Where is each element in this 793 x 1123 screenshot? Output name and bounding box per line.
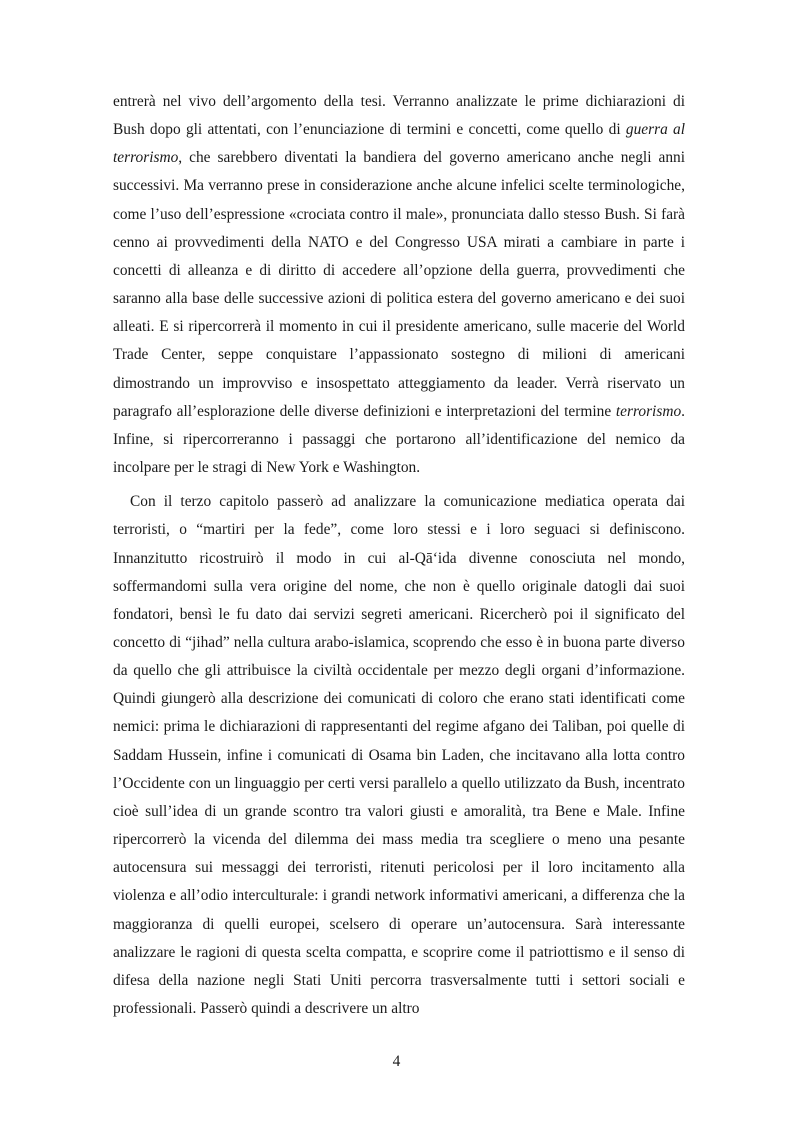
- paragraph-1-text-a: entrerà nel vivo dell’argomento della tesi. Verranno analizzate le prime dichiarazioni di Bush dopo gli attentati, con l’enunciazione di termini e concetti, come quello di: [113, 93, 685, 139]
- page-number: 4: [392, 1053, 401, 1070]
- emphasis-guerra-al-terrorismo: guerra al terrorismo: [113, 121, 686, 167]
- paragraph-1: [113, 88, 685, 482]
- body-text: [113, 88, 685, 1023]
- paragraph-2: Con il terzo capitolo passerò ad analizzare la comunicazione mediatica operata dai terroristi, o “martiri per la fede”, come loro stessi e i loro seguaci si definiscono. Innanzitutto ricostruirò il modo in cui al-Qā‘ida divenne conosciuta nel mondo, soffermandomi sulla vera origine del nome, che non è quello originale datogli dai suoi fondatori, bensì le fu dato dai servizi segreti americani. Ricercherò poi il significato del concetto di “jihad” nella cultura arabo-islamica, scoprendo che esso è in buona parte diverso da quello che gli attribuisce la civiltà occidentale per mezzo degli organi d’informazione. Quindi giungerò alla descrizione dei comunicati di coloro che erano stati identificati come nemici: prima le dichiarazioni di rappresentanti del regime afgano dei Taliban, poi quelle di Saddam Hussein, infine i comunicati di Osama bin Laden, che incitavano alla lotta contro l’Occidente con un linguaggio per certi versi parallelo a quello utilizzato da Bush, incentrato cioè sull’idea di un grande scontro tra valori giusti e amoralità, tra Bene e Male. Infine ripercorrerò la vicenda del dilemma dei mass media tra scegliere o meno una pesante autocensura sui messaggi dei terroristi, ritenuti pericolosi per il loro incitamento alla violenza e all’odio interculturale: i grandi network informativi americani, a differenza che la maggioranza di quelli europei, scelsero di operare un’autocensura. Sarà interessante analizzare le ragioni di questa scelta compatta, e scoprire come il patriottismo e il senso di difesa della nazione negli Stati Uniti percorra trasversalmente tutti i settori sociali e professionali. Passerò quindi a descrivere un altro: [113, 493, 685, 1017]
- paragraph-1-text-c: . Infine, si ripercorreranno i passaggi che portarono all’identificazione del nemico da incolpare per le stragi di New York e Washington.: [113, 402, 685, 477]
- paragraph-1-text-b: , che sarebbero diventati la bandiera del governo americano anche negli anni successivi. Ma verranno prese in considerazione anche alcune infelici scelte terminologiche, come l’uso dell’espressione «crociata contro il male», pronunciata dallo stesso Bush. Si farà cenno ai provvedimenti della NATO e del Congresso USA mirati a cambiare in parte i concetti di alleanza e di diritto di accedere all’opzione della guerra, provvedimenti che saranno alla base delle successive azioni di politica estera del governo americano e dei suoi alleati. E si ripercorrerà il momento in cui il presidente americano, sulle macerie del World Trade Center, seppe conquistare l’appassionato sostegno di milioni di americani dimostrando un improvviso e insospettato atteggiamento da leader. Verrà riservato un paragrafo all’esplorazione delle diverse definizioni e interpretazioni del termine: [113, 149, 685, 420]
- emphasis-terrorismo: terrorismo: [615, 402, 682, 420]
